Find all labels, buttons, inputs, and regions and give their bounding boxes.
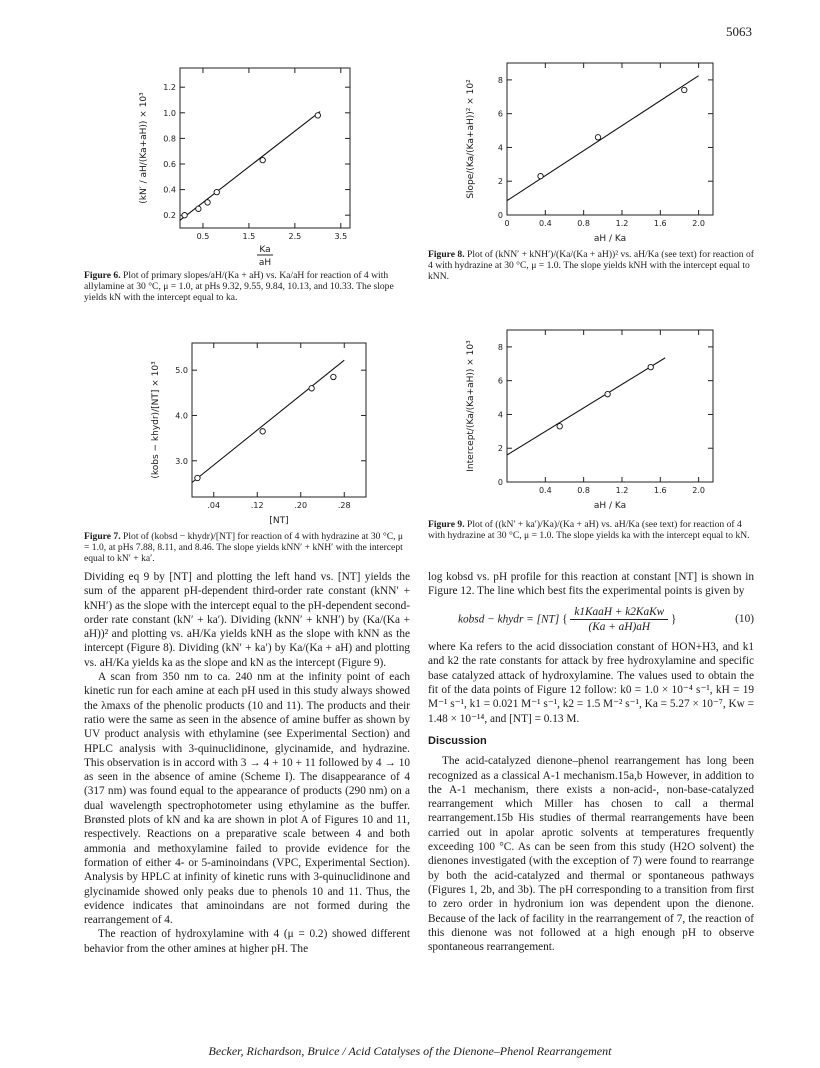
discussion-heading: Discussion — [428, 734, 487, 747]
y-tick-label: 0.2 — [163, 211, 176, 221]
y-axis-label: Slope/(Ka/(Ka+aH))² × 10² — [466, 79, 476, 199]
x-tick-label: 2.0 — [692, 219, 705, 228]
x-axis-label-numerator: Ka — [259, 245, 271, 255]
figure-6-caption-text: Plot of primary slopes/aH/(Ka + aH) vs. Ka/aH for reaction of 4 with allylamine at 30 °C, μ = 1.0, at pHs 9.32, 9.55, 9.84, 10.13, and 10.33. The slope yields kN with the intercept equal to ka. — [84, 270, 394, 303]
left-paragraph-2: A scan from 350 nm to ca. 240 nm at the infinity point of each kinetic run for each amine at each pH used in this study always showed the λmaxs of the phenolic products (10 and 11). The products and their ratio were the same as seen in the absence of amine buffer as shown by UV product analysis with ethylamine (see Experimental Section) and HPLC analysis with 3-quinuclidinone, glycinamide, and hydrazine. This observation is in accord with 3 → 4 + 10 + 11 followed by 4 → 10 as seen in the absence of amine (Scheme I). The disappearance of 4 (317 nm) was found equal to the appearance of products (290 nm) on a dual wavelength spectrophotometer using ethylamine as the buffer. Brønsted plots of kN and ka are shown in plot A of Figures 10 and 11, respectively. Reactions on a preparative scale between 4 and both ammonia and methoxylamine failed to provide evidence for the formation of either 4- or 5-aminoindans (VPC, Experimental Section). Analysis by HPLC at infinity of kinetic runs with 3-quinuclidinone and glycinamide showed only peaks due to phenols 10 and 11. Thus, the evidence indicates that aminoindans are not formed during the rearrangement of 4. — [84, 671, 410, 927]
running-footer: Becker, Richardson, Bruice / Acid Catalyses of the Dienone–Phenol Rearrangement — [208, 1044, 612, 1058]
figure-8-caption-label: Figure 8. — [428, 249, 465, 260]
x-tick-label: 1.5 — [242, 232, 256, 241]
x-tick-label: 2.0 — [692, 486, 705, 495]
figure-7-caption-label: Figure 7. — [84, 531, 121, 542]
y-tick-label: 6 — [497, 109, 503, 119]
y-axis-label: (kN′ / aH/(Ka+aH)) × 10³ — [139, 92, 149, 204]
figure-7 — [110, 335, 380, 527]
figure-9-caption-label: Figure 9. — [428, 519, 465, 530]
left-paragraph-1: Dividing eq 9 by [NT] and plotting the left hand vs. [NT] yields the sum of the apparent pH-dependent third-order rate constant (kNN′ + kNH′) as the slope with the intercept equal to the pH-dependent second-order rate constant (kN′ + ka′). Dividing (kNN′ + kNH′) by (Ka/(Ka + aH))² and plotting vs. aH/Ka yields kNH as the slope with kNN as the intercept (Figure 8). Dividing (kN′ + ka′) by Ka/(Ka + aH) and plotting vs. aH/Ka yields ka as the slope and kN as the intercept (Figure 9). — [84, 571, 410, 669]
fit-line — [192, 360, 344, 482]
fit-line — [180, 112, 320, 221]
y-axis-label: (kobs − khydr)/[NT] × 10³ — [151, 361, 161, 479]
left-paragraph-3: The reaction of hydroxylamine with 4 (μ = 0.2) showed different behavior from the other amines at higher pH. The — [84, 928, 410, 955]
figure-8-caption-text: Plot of (kNN′ + kNH′)/(Ka/(Ka + aH))² vs. aH/Ka (see text) for reaction of 4 with hydrazine at 30 °C, μ = 1.0. The slope yields kNH with the intercept equal to kNN. — [428, 249, 754, 282]
figure-9-caption — [428, 519, 754, 541]
y-tick-label: 0 — [497, 211, 503, 220]
y-tick-label: 4.0 — [175, 411, 188, 421]
equation-label: (10) — [735, 613, 754, 626]
data-point — [309, 386, 314, 391]
figure-8 — [445, 55, 730, 247]
figure-6-caption-label: Figure 6. — [84, 270, 121, 281]
right-paragraph-2: where Ka refers to the acid dissociation constant of HON+H3, and k1 and k2 the rate constants for attack by free hydroxylamine and specific base catalyzed attack of hydroxylamine. The values used to obtain the fit of the data points of Figure 12 follow: k0 = 1.0 × 10⁻⁴ s⁻¹, kH = 19 M⁻¹ s⁻¹, k1 = 0.021 M⁻¹ s⁻¹, k2 = 1.5 M⁻² s⁻¹, Ka = 5.27 × 10⁻⁷, Kw = 1.48 × 10⁻¹⁴, and [NT] = 0.13 M. — [428, 641, 754, 725]
x-tick-label: 1.6 — [653, 219, 667, 228]
x-tick-label: 0.4 — [538, 219, 552, 228]
equation-numerator: k1KaaH + k2KaKw — [570, 605, 668, 620]
data-point — [682, 87, 687, 92]
y-tick-label: 1.0 — [163, 108, 176, 118]
x-tick-label: 1.2 — [615, 219, 629, 228]
y-tick-label: 2 — [497, 177, 503, 187]
y-tick-label: 0.4 — [163, 185, 176, 195]
right-column — [428, 570, 754, 954]
x-tick-label: .28 — [337, 501, 351, 510]
figure-6 — [100, 60, 360, 270]
left-column — [84, 570, 410, 956]
equation-10 — [428, 605, 754, 635]
data-point — [196, 206, 201, 211]
plot-frame — [507, 330, 713, 482]
right-paragraph-3: The acid-catalyzed dienone–phenol rearrangement has long been recognized as a classical A-1 mechanism.15a,b However, in addition to the A-1 mechanism, there exists a non-acid-, non-base-catalyzed rearrangement which Miller has chosen to call a thermal rearrangement.15b His studies of thermal rearrangements have been carried out in apolar aprotic solvents at temperatures frequently exceeding 100 °C. As can be seen from this study (H2O solvent) the dienones investigated (with the exception of 7) were found to rearrange by both the acid-catalyzed and thermal or spontaneous pathways (Figures 1, 2b, and 3b). The pH corresponding to a transition from first to zero order in hydronium ion was dependent upon the dienone. Because of the lack of facility in the rearrangement of 7, the reaction of this dienone was not followed at a high enough pH to observe spontaneous rearrangement. — [428, 755, 754, 954]
y-axis-label: Intercept/(Ka/(Ka+aH)) × 10³ — [466, 340, 476, 472]
right-paragraph-1: log kobsd vs. pH profile for this reaction at constant [NT] is shown in Figure 12. The line which best fits the experimental points is given by — [428, 571, 754, 598]
data-point — [538, 173, 543, 178]
x-axis-label: aH / Ka — [593, 501, 627, 511]
x-tick-label: 0 — [504, 219, 510, 228]
y-tick-label: 0 — [497, 478, 503, 487]
y-tick-label: 4 — [497, 410, 503, 420]
y-tick-label: 0.8 — [163, 134, 176, 144]
y-tick-label: 8 — [497, 342, 503, 352]
equation-denominator: (Ka + aH)aH — [588, 620, 651, 633]
data-point — [214, 189, 219, 194]
figure-9-caption-text: Plot of ((kN′ + ka′)/Ka)/(Ka + aH) vs. aH/Ka (see text) for reaction of 4 with hydrazine at 30 °C, μ = 1.0. The slope yields ka with the intercept equal to kN. — [428, 519, 750, 541]
data-point — [260, 157, 265, 162]
x-tick-label: 1.2 — [615, 486, 629, 495]
x-axis-label-denominator: aH — [258, 258, 272, 268]
data-point — [182, 213, 187, 218]
y-tick-label: 2 — [497, 444, 503, 454]
data-point — [595, 135, 600, 140]
equation-fraction — [570, 605, 668, 635]
data-point — [331, 374, 336, 379]
equation-lhs: kobsd − khydr = [NT] — [458, 612, 560, 625]
x-axis-label: [NT] — [269, 516, 289, 526]
x-tick-label: .04 — [207, 501, 221, 510]
data-point — [315, 113, 320, 118]
figure-8-caption — [428, 249, 754, 282]
y-tick-label: 5.0 — [175, 366, 188, 376]
page-number: 5063 — [726, 24, 752, 39]
data-point — [195, 475, 200, 480]
data-point — [205, 200, 210, 205]
figure-9-plot — [445, 322, 730, 512]
x-tick-label: 0.8 — [577, 486, 591, 495]
figure-8-plot — [445, 55, 730, 247]
fit-line — [507, 76, 699, 201]
data-point — [557, 424, 562, 429]
x-tick-label: .12 — [250, 501, 264, 510]
plot-frame — [192, 343, 366, 497]
x-tick-label: 0.4 — [538, 486, 552, 495]
x-tick-label: .20 — [294, 501, 308, 510]
y-tick-label: 4 — [497, 143, 503, 153]
data-point — [648, 364, 653, 369]
x-tick-label: 3.5 — [334, 232, 348, 241]
y-tick-label: 0.6 — [163, 160, 176, 169]
x-tick-label: 0.8 — [577, 219, 591, 228]
data-point — [605, 391, 610, 396]
figure-7-plot — [110, 335, 380, 527]
y-tick-label: 6 — [497, 376, 503, 386]
x-tick-label: 1.6 — [653, 486, 667, 495]
figure-7-caption-text: Plot of (kobsd − khydr)/[NT] for reaction of 4 with hydrazine at 30 °C, μ = 1.0, at pHs 7.88, 8.11, and 8.46. The slope yields kNN′ + kNH′ with the intercept equal to kN′ + ka′. — [84, 531, 404, 564]
fit-line — [507, 358, 665, 455]
figure-6-plot — [100, 60, 360, 270]
data-point — [260, 429, 265, 434]
y-tick-label: 8 — [497, 75, 503, 85]
y-tick-label: 3.0 — [175, 456, 188, 466]
x-tick-label: 0.5 — [196, 232, 210, 241]
y-tick-label: 1.2 — [163, 83, 176, 93]
x-axis-label: aH / Ka — [593, 234, 627, 244]
equation-body: kobsd − khydr = [NT] { $\frac{\text{k1KaaH + k2KaKw}}{(Ka + aH)aH}$ } — [458, 605, 677, 633]
figure-7-caption — [84, 531, 409, 564]
figure-9 — [445, 322, 730, 512]
x-tick-label: 2.5 — [288, 232, 302, 241]
figure-6-caption — [84, 270, 409, 303]
